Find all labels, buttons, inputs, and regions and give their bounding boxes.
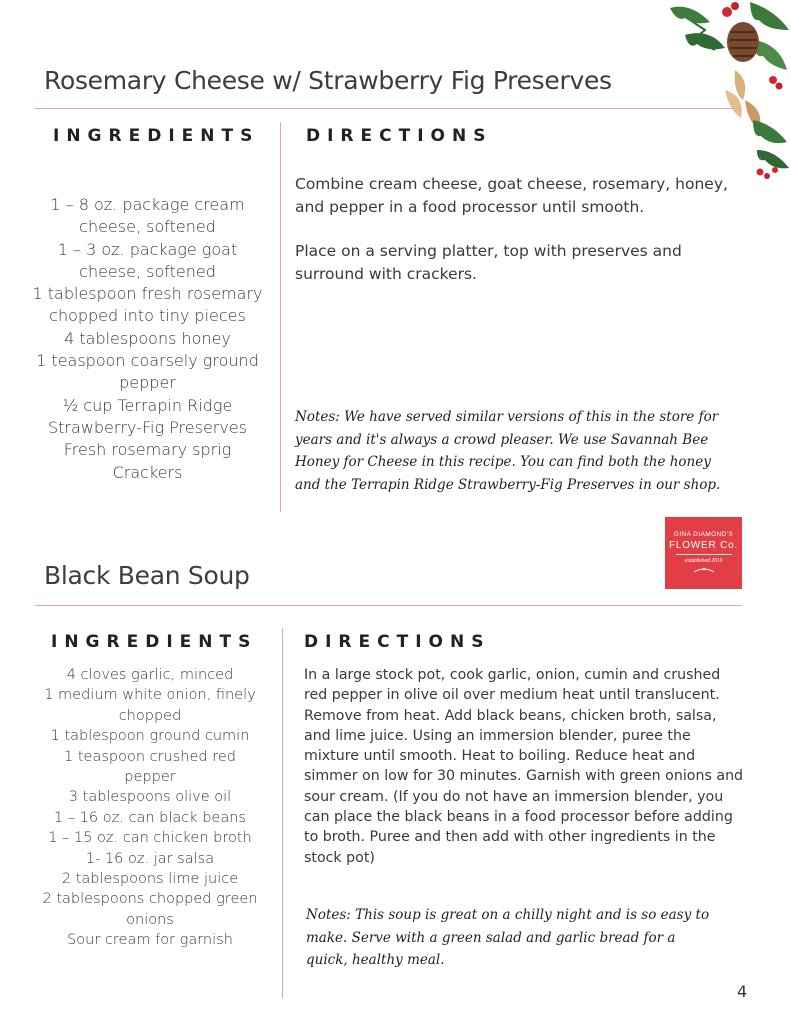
recipe2-ingredients-list: [25, 665, 275, 951]
ingredient-line: 1 tablespoon ground cumin: [50, 728, 250, 745]
logo-established: established 2016: [684, 558, 723, 564]
ingredient-line: 1 – 8 oz. package cream: [50, 195, 245, 214]
ingredient-line: 1 – 16 oz. can black beans: [54, 809, 246, 826]
recipe1-direction-step: Place on a serving platter, top with preserves and surround with crackers.: [295, 242, 682, 283]
ingredient-line: 4 tablespoons honey: [64, 328, 231, 348]
page-number: 4: [737, 982, 748, 1001]
recipe1-title: Rosemary Cheese w/ Strawberry Fig Preserves: [44, 66, 612, 95]
recipe1-directions: [295, 173, 745, 307]
recipe2-directions-heading: DIRECTIONS: [304, 632, 491, 652]
ingredient-line: 1 – 3 oz. package goat: [57, 239, 238, 259]
ingredient-line: 4 cloves garlic, minced: [66, 667, 234, 683]
recipe2-title-rule: [35, 605, 742, 606]
ingredient-line: onions: [126, 911, 174, 928]
recipe2-title: Black Bean Soup: [44, 561, 250, 590]
logo-name: GINA DIAMOND'S: [673, 531, 734, 538]
holly-pinecone-icon: [655, 0, 791, 185]
ingredient-line: 1 medium white onion, finely: [44, 687, 256, 704]
ingredient-line: cheese, softened: [79, 261, 216, 281]
ingredient-line: 1 tablespoon fresh rosemary: [32, 284, 263, 304]
recipe2-column-divider: [282, 628, 283, 998]
recipe1-ingredients-list: [30, 194, 265, 484]
ingredient-line: 1- 16 oz. jar salsa: [85, 850, 215, 867]
ingredient-line: ½ cup Terrapin Ridge: [62, 395, 233, 415]
recipe1-ingredients-heading: INGREDIENTS: [53, 126, 260, 146]
flower-sprig-icon: [692, 566, 716, 574]
recipe1-direction-step: Combine cream cheese, goat cheese, rosemary, honey, and pepper in a food processor until smooth.: [295, 175, 728, 216]
ingredient-line: 2 tablespoons lime juice: [61, 871, 239, 888]
ingredient-line: Crackers: [112, 462, 183, 482]
logo-brand: FLOWER Co.: [668, 540, 739, 551]
ingredient-line: 2 tablespoons chopped green: [42, 891, 258, 908]
ingredient-line: cheese, softened: [79, 217, 216, 237]
ingredient-line: chopped into tiny pieces: [49, 306, 246, 326]
ingredient-line: Fresh rosemary sprig: [63, 440, 232, 460]
flower-co-logo: [665, 517, 742, 589]
ingredient-line: 1 teaspoon coarsely ground: [36, 351, 259, 371]
ingredient-line: Sour cream for garnish: [67, 932, 233, 949]
ingredient-line: Strawberry-Fig Preserves: [47, 417, 248, 437]
logo-divider: [676, 554, 732, 555]
recipe1-notes: Notes: We have served similar versions of this in the store for years and it's always a crowd pleaser. We use Savannah Bee Honey for Cheese in this recipe. You can find both the honey and the Terrapin Ridge Strawberry-Fig Preserves in our shop.: [295, 409, 721, 493]
ingredient-line: 1 teaspoon crushed red: [64, 748, 236, 765]
recipe1-column-divider: [280, 122, 281, 512]
ingredient-line: 3 tablespoons olive oil: [68, 789, 232, 806]
recipe1-title-rule: [35, 108, 742, 109]
ingredient-line: pepper: [124, 769, 176, 786]
ingredient-line: chopped: [118, 707, 182, 724]
ingredient-line: 1 – 15 oz. can chicken broth: [48, 830, 252, 847]
recipe2-directions: In a large stock pot, cook garlic, onion, cumin and crushed red pepper in olive oil over medium heat until translucent. Remove from heat. Add black beans, chicken broth, salsa, and lime juice. Using an immersion blender, puree the mixture until smooth. Heat to boiling. Reduce heat and simmer on low for 30 minutes. Garnish with green onions and sour cream. (If you do not have an immersion blender, you can place the black beans in a food processor before adding to broth. Puree and then add with other ingredients in the stock pot): [304, 667, 744, 866]
recipe1-directions-heading: DIRECTIONS: [306, 126, 493, 146]
recipe2-notes: Notes: This soup is great on a chilly night and is so easy to make. Serve with a green salad and garlic bread for a quick, healthy meal.: [306, 907, 710, 968]
ingredient-line: pepper: [119, 373, 176, 393]
recipe2-ingredients-heading: INGREDIENTS: [51, 632, 258, 652]
